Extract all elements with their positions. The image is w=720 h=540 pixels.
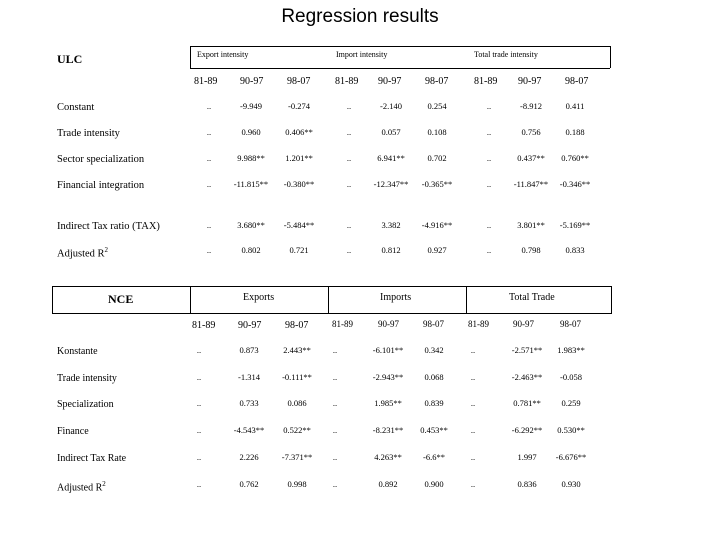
table-cell: -11.815** [233, 179, 269, 189]
table-cell: .. [470, 479, 476, 489]
table-cell: 0.927 [427, 245, 447, 255]
table-cell: 3.680** [237, 220, 265, 230]
table-cell: -4.543** [233, 425, 265, 435]
row-label: Trade intensity [57, 128, 120, 139]
table-cell: .. [196, 345, 202, 355]
period-header: 90-97 [518, 76, 542, 87]
table-cell: 0.756 [521, 127, 541, 137]
table-cell: .. [332, 479, 338, 489]
row-label: Konstante [57, 346, 98, 357]
table-cell: .. [346, 179, 352, 189]
table-cell: 1.983** [557, 345, 585, 355]
group-header: Total Trade [509, 292, 555, 303]
table-cell: .. [206, 101, 212, 111]
table-cell: 2.226 [239, 452, 259, 462]
table-cell: 0.342 [424, 345, 444, 355]
table-cell: 1.201** [285, 153, 313, 163]
table-cell: -6.101** [372, 345, 404, 355]
table-cell: .. [346, 101, 352, 111]
table-cell: -5.169** [559, 220, 591, 230]
row-label-adjusted-r2 [57, 480, 106, 493]
table-cell: .. [346, 220, 352, 230]
group-header: Export intensity [197, 50, 249, 59]
group-header-top-rule [190, 46, 610, 47]
table-cell: .. [470, 452, 476, 462]
table-cell: 0.522** [283, 425, 311, 435]
row-label: Indirect Tax ratio (TAX) [57, 221, 160, 232]
table-cell: .. [346, 127, 352, 137]
table-cell: -8.912 [520, 101, 542, 111]
table-cell: -2.571** [511, 345, 543, 355]
table-cell: .. [196, 425, 202, 435]
table-cell: 3.382 [381, 220, 401, 230]
table-cell: .. [486, 101, 492, 111]
header-band-bottom-rule [52, 313, 612, 314]
header-divider [611, 286, 612, 313]
table-cell: -5.484** [283, 220, 315, 230]
table-cell: 0.960 [241, 127, 261, 137]
table-cell: .. [346, 245, 352, 255]
table-cell: 6.941** [377, 153, 405, 163]
header-divider [466, 286, 467, 313]
table-cell: 0.411 [565, 101, 585, 111]
table-cell: .. [206, 153, 212, 163]
group-header-bottom-rule [190, 68, 610, 69]
table-cell: 1.985** [374, 398, 402, 408]
period-header: 81-89 [468, 319, 489, 329]
table-cell: 0.530** [557, 425, 585, 435]
group-header: Import intensity [336, 50, 388, 59]
period-header: 98-07 [565, 76, 589, 87]
table-cell: -7.371** [281, 452, 313, 462]
table-cell: .. [470, 345, 476, 355]
table-cell: .. [470, 425, 476, 435]
table-cell: .. [206, 220, 212, 230]
row-label: Constant [57, 102, 95, 113]
group-header-left-rule [190, 46, 191, 68]
table-cell: .. [196, 479, 202, 489]
table-cell: .. [332, 372, 338, 382]
period-header: 81-89 [474, 76, 498, 87]
table-cell: 0.721 [289, 245, 309, 255]
superscript: 2 [102, 480, 106, 488]
table-cell: 0.781** [513, 398, 541, 408]
period-header: 81-89 [335, 76, 359, 87]
period-header: 98-07 [287, 76, 311, 87]
row-label: Trade intensity [57, 373, 117, 384]
table-cell: 0.453** [420, 425, 448, 435]
table-cell: -0.058 [560, 372, 582, 382]
table-cell: .. [206, 179, 212, 189]
period-header: 90-97 [240, 76, 264, 87]
period-header: 90-97 [378, 76, 402, 87]
table-corner-label: NCE [108, 292, 134, 306]
header-divider [52, 286, 53, 313]
table-cell: 0.406** [285, 127, 313, 137]
table-cell: .. [196, 452, 202, 462]
period-header: 98-07 [560, 319, 581, 329]
table-cell: 0.892 [378, 479, 398, 489]
period-header: 90-97 [513, 319, 534, 329]
table-cell: -6.292** [511, 425, 543, 435]
table-cell: -0.274 [288, 101, 310, 111]
table-cell: -8.231** [372, 425, 404, 435]
row-label: Adjusted R [57, 482, 103, 494]
table-cell: 0.702 [427, 153, 447, 163]
table-cell: 0.057 [381, 127, 401, 137]
header-divider [328, 286, 329, 313]
table-cell: 0.998 [287, 479, 307, 489]
period-header: 81-89 [192, 320, 216, 331]
period-header: 81-89 [194, 76, 218, 87]
period-header: 81-89 [332, 319, 353, 329]
page-title: Regression results [281, 6, 439, 27]
table-cell: .. [486, 153, 492, 163]
table-cell: .. [486, 179, 492, 189]
table-cell: .. [470, 398, 476, 408]
table-cell: .. [346, 153, 352, 163]
period-header: 90-97 [378, 319, 399, 329]
table-cell: -9.949 [240, 101, 262, 111]
row-label: Indirect Tax Rate [57, 453, 127, 464]
table-cell: 0.836 [517, 479, 537, 489]
period-header: 98-07 [425, 76, 449, 87]
table-cell: .. [486, 245, 492, 255]
table-cell: 3.801** [517, 220, 545, 230]
table-cell: 0.802 [241, 245, 261, 255]
table-cell: 4.263** [374, 452, 402, 462]
table-cell: -1.314 [238, 372, 260, 382]
row-label: Specialization [57, 399, 114, 410]
table-cell: .. [486, 220, 492, 230]
group-header: Total trade intensity [474, 50, 538, 59]
period-header: 90-97 [238, 320, 262, 331]
table-cell: 1.997 [517, 452, 537, 462]
table-cell: .. [332, 398, 338, 408]
table-cell: -11.847** [513, 179, 549, 189]
table-cell: .. [196, 398, 202, 408]
table-cell: 0.762 [239, 479, 259, 489]
table-cell: .. [486, 127, 492, 137]
period-header: 98-07 [285, 320, 309, 331]
table-cell: -6.6** [423, 452, 445, 462]
header-band-top-rule [52, 286, 612, 287]
table-corner-label: ULC [57, 52, 83, 66]
table-cell: .. [332, 345, 338, 355]
table-cell: .. [206, 245, 212, 255]
table-cell: 0.188 [565, 127, 585, 137]
table-cell: 0.900 [424, 479, 444, 489]
table-cell: 0.760** [561, 153, 589, 163]
table-cell: -4.916** [421, 220, 453, 230]
row-label: Sector specialization [57, 154, 145, 165]
row-label: Adjusted R [57, 248, 105, 260]
table-cell: .. [332, 425, 338, 435]
table-cell: 0.930 [561, 479, 581, 489]
group-header-right-rule [610, 46, 611, 68]
table-cell: 0.108 [427, 127, 447, 137]
table-cell: .. [196, 372, 202, 382]
table-cell: -0.346** [559, 179, 591, 189]
table-cell: 0.833 [565, 245, 585, 255]
table-cell: -12.347** [373, 179, 409, 189]
table-cell: .. [332, 452, 338, 462]
table-cell: -2.463** [511, 372, 543, 382]
table-cell: 0.839 [424, 398, 444, 408]
table-cell: 0.068 [424, 372, 444, 382]
table-cell: -2.140 [380, 101, 402, 111]
table-cell: -0.111** [282, 372, 312, 382]
table-cell: 9.988** [237, 153, 265, 163]
table-cell: -6.676** [555, 452, 587, 462]
table-cell: 2.443** [283, 345, 311, 355]
row-label: Financial integration [57, 180, 145, 191]
table-cell: 0.798 [521, 245, 541, 255]
table-cell: -0.365** [421, 179, 453, 189]
table-cell: -0.380** [283, 179, 315, 189]
table-cell: 0.086 [287, 398, 307, 408]
table-cell: -2.943** [372, 372, 404, 382]
table-cell: 0.254 [427, 101, 447, 111]
header-divider [190, 286, 191, 313]
superscript: 2 [104, 246, 109, 254]
table-cell: .. [470, 372, 476, 382]
period-header: 98-07 [423, 319, 444, 329]
row-label-adjusted-r2 [57, 246, 108, 260]
table-cell: 0.873 [239, 345, 259, 355]
table-cell: 0.259 [561, 398, 581, 408]
group-header: Imports [380, 292, 412, 303]
table-cell: 0.733 [239, 398, 259, 408]
group-header: Exports [243, 292, 275, 303]
table-cell: 0.812 [381, 245, 401, 255]
row-label: Finance [57, 426, 89, 437]
table-cell: .. [206, 127, 212, 137]
table-cell: 0.437** [517, 153, 545, 163]
